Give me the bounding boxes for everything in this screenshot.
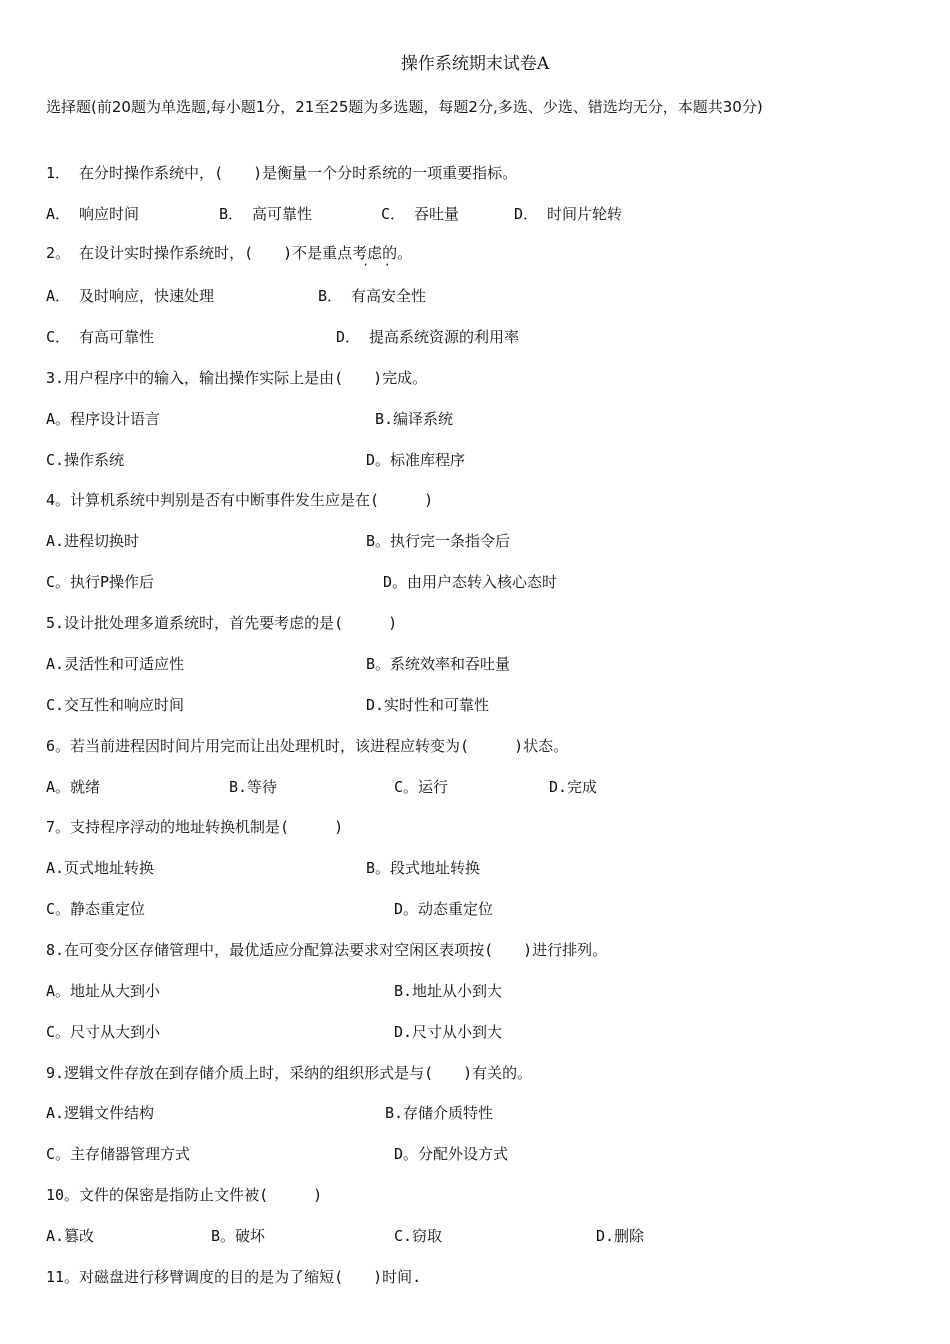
question-10-option-b: B。破坏: [211, 1227, 266, 1245]
question-3-stem: 3.用户程序中的输入，输出操作实际上是由( )完成。: [46, 369, 428, 387]
question-9-stem: 9.逻辑文件存放在到存储介质上时，采纳的组织形式是与( )有关的。: [46, 1064, 533, 1082]
question-10-option-d: D.删除: [596, 1227, 645, 1245]
question-8-option-d: D.尺寸从小到大: [394, 1023, 503, 1041]
question-5-option-b: B。系统效率和吞吐量: [366, 655, 511, 673]
question-5-option-a: A.灵活性和可适应性: [46, 655, 185, 673]
question-8-option-c: C。尺寸从大到小: [46, 1023, 161, 1041]
question-6-option-c: C。运行: [394, 778, 449, 796]
question-4-stem: 4。计算机系统中判别是否有中断事件发生应是在( ): [46, 491, 434, 509]
question-2-option-b: B． 有高安全性: [318, 287, 427, 305]
question-9-option-d: D。分配外设方式: [394, 1145, 509, 1163]
question-1-option-c: C． 吞吐量: [381, 205, 460, 223]
exam-title: 操作系统期末试卷A: [400, 54, 550, 74]
question-6-option-b: B.等待: [229, 778, 278, 796]
question-2-option-c: C． 有高可靠性: [46, 328, 155, 346]
question-7-option-c: C。静态重定位: [46, 900, 146, 918]
question-10-option-c: C.窃取: [394, 1227, 443, 1245]
question-1-option-b: B． 高可靠性: [219, 205, 313, 223]
question-7-stem: 7。支持程序浮动的地址转换机制是( ): [46, 818, 344, 836]
question-8-option-b: B.地址从小到大: [394, 982, 503, 1000]
question-7-option-b: B。段式地址转换: [366, 859, 481, 877]
question-7-option-a: A.页式地址转换: [46, 859, 155, 877]
question-6-stem: 6。若当前进程因时间片用完而让出处理机时，该进程应转变为( )状态。: [46, 737, 569, 755]
question-9-option-a: A.逻辑文件结构: [46, 1104, 155, 1122]
question-3-option-b: B.编译系统: [375, 410, 454, 428]
question-2-stem: 2。 在设计实时操作系统时，( )不是重点考虑的。: [46, 244, 413, 262]
question-5-stem: 5.设计批处理多道系统时，首先要考虑的是( ): [46, 614, 398, 632]
question-9-option-c: C。主存储器管理方式: [46, 1145, 191, 1163]
emphasis-dots: · ·: [362, 258, 391, 272]
question-8-stem: 8.在可变分区存储管理中，最优适应分配算法要求对空闲区表项按( )进行排列。: [46, 941, 608, 959]
question-1-option-a: A． 响应时间: [46, 205, 140, 223]
question-5-option-c: C.交互性和响应时间: [46, 696, 185, 714]
question-2-option-d: D． 提高系统资源的利用率: [336, 328, 520, 346]
question-3-option-c: C.操作系统: [46, 451, 125, 469]
question-4-option-a: A.进程切换时: [46, 532, 140, 550]
question-6-option-d: D.完成: [549, 778, 598, 796]
instructions: 选择题(前20题为单选题,每小题1分，21至25题为多选题，每题2分,多选、少选、错选均无分，本题共30分): [46, 98, 763, 116]
question-6-option-a: A。就绪: [46, 778, 101, 796]
question-4-option-b: B。执行完一条指令后: [366, 532, 511, 550]
question-9-option-b: B.存储介质特性: [385, 1104, 494, 1122]
question-10-option-a: A.篡改: [46, 1227, 95, 1245]
question-1-option-d: D． 时间片轮转: [514, 205, 623, 223]
question-1-stem: 1． 在分时操作系统中，( )是衡量一个分时系统的一项重要指标。: [46, 164, 518, 182]
question-3-option-d: D。标准库程序: [366, 451, 466, 469]
question-2-option-a: A． 及时响应，快速处理: [46, 287, 215, 305]
question-8-option-a: A。地址从大到小: [46, 982, 161, 1000]
question-5-option-d: D.实时性和可靠性: [366, 696, 490, 714]
question-7-option-d: D。动态重定位: [394, 900, 494, 918]
question-4-option-c: C。执行P操作后: [46, 573, 155, 591]
question-10-stem: 10。文件的保密是指防止文件被( ): [46, 1186, 323, 1204]
question-3-option-a: A。程序设计语言: [46, 410, 161, 428]
question-4-option-d: D。由用户态转入核心态时: [383, 573, 558, 591]
question-11-stem: 11。对磁盘进行移臂调度的目的是为了缩短( )时间.: [46, 1268, 422, 1286]
